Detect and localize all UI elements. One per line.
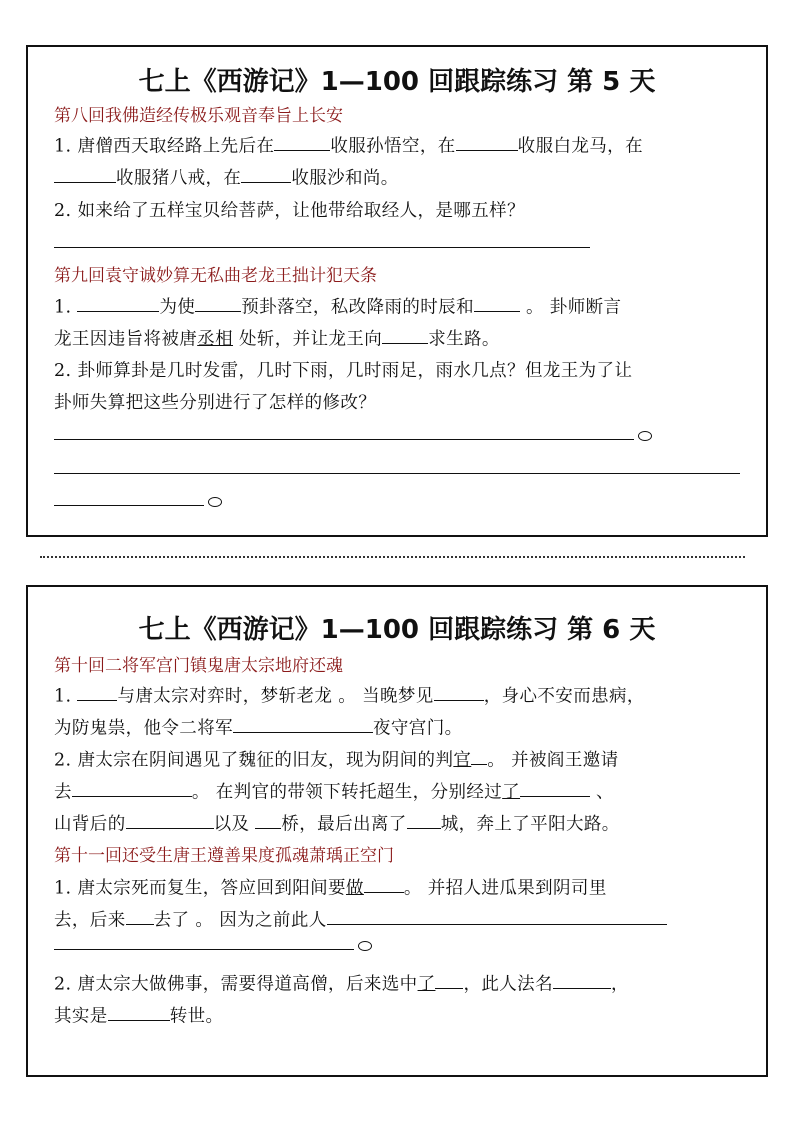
chapter11-heading: 第十一回还受生唐王遵善果度孤魂萧瑀正空门	[54, 846, 394, 866]
ch9-question2-line2: 卦师失算把这些分别进行了怎样的修改？	[54, 393, 377, 413]
answer-blank[interactable]	[407, 809, 441, 829]
answer-blank[interactable]	[364, 873, 404, 893]
chapter8-heading: 第八回我佛造经传极乐观音奉旨上长安	[54, 106, 343, 126]
answer-blank[interactable]	[126, 905, 154, 925]
answer-blank[interactable]	[434, 681, 484, 701]
ch8-question1-line1: 1. 唐僧西天取经路上先后在 收服孙悟空，在 收服白龙马，在	[54, 131, 643, 157]
answer-blank[interactable]	[77, 681, 117, 701]
period-circle-icon	[358, 941, 372, 951]
ch9-question1-line1: 1. 为使 预卦落空，私改降雨的时辰和 。 卦师断言	[54, 292, 621, 318]
answer-blank[interactable]	[255, 809, 281, 829]
ch10-question2-line2: 去 。 在判官的带领下转托超生，分别经过了 、	[54, 777, 614, 803]
answer-blank[interactable]	[241, 163, 291, 183]
answer-blank[interactable]	[54, 163, 116, 183]
ch11-question2-line2: 其实是 转世。	[54, 1001, 223, 1027]
ch10-question1-line1: 1. 与唐太宗对弈时，梦斩老龙 。 当晚梦见 ，身心不安而患病，	[54, 681, 645, 707]
answer-blank[interactable]	[195, 292, 241, 312]
answer-blank[interactable]	[274, 131, 330, 151]
period-circle-icon	[208, 497, 222, 507]
ch10-question2-line3: 山背后的 以及 桥，最后出离了 城，奔上了平阳大路。	[54, 809, 620, 835]
day6-title: 七上《西游记》1—100 回跟踪练习 第 6 天	[138, 615, 656, 645]
day5-title: 七上《西游记》1—100 回跟踪练习 第 5 天	[138, 67, 656, 97]
answer-blank[interactable]	[520, 777, 590, 797]
answer-blank[interactable]	[471, 745, 487, 765]
answer-blank[interactable]	[474, 292, 520, 312]
answer-blank[interactable]	[126, 809, 214, 829]
ch11-question2-line1: 2. 唐太宗大做佛事，需要得道高僧，后来选中了 ，此人法名 ，	[54, 969, 629, 995]
ch8-question2: 2. 如来给了五样宝贝给菩萨，让他带给取经人，是哪五样？	[54, 201, 525, 221]
answer-blank[interactable]	[72, 777, 192, 797]
answer-line[interactable]	[54, 505, 204, 506]
ch11-question1-line1: 1. 唐太宗死而复生，答应回到阳间要做 。 并招人进瓜果到阴司里	[54, 873, 607, 899]
day5-worksheet	[26, 45, 768, 537]
answer-line[interactable]	[54, 949, 354, 950]
answer-line[interactable]	[54, 439, 634, 440]
answer-blank[interactable]	[233, 713, 373, 733]
day6-worksheet	[26, 585, 768, 1077]
answer-blank[interactable]	[327, 905, 667, 925]
ch9-question2-line1: 2. 卦师算卦是几时发雷，几时下雨，几时雨足，雨水几点？但龙王为了让	[54, 361, 633, 381]
answer-blank[interactable]	[108, 1001, 170, 1021]
answer-line[interactable]	[54, 247, 590, 248]
answer-blank[interactable]	[553, 969, 611, 989]
ch10-question2-line1: 2. 唐太宗在阴间遇见了魏征的旧友，现为阴间的判官 。 并被阎王邀请	[54, 745, 619, 771]
dotted-separator	[40, 556, 745, 558]
ch10-question1-line2: 为防鬼祟，他令二将军 夜守宫门。	[54, 713, 463, 739]
ch11-question1-line2: 去，后来 去了 。 因为之前此人	[54, 905, 667, 931]
chapter10-heading: 第十回二将军宫门镇鬼唐太宗地府还魂	[54, 656, 343, 676]
answer-blank[interactable]	[77, 292, 159, 312]
answer-blank[interactable]	[456, 131, 518, 151]
answer-line[interactable]	[54, 473, 740, 474]
chapter9-heading: 第九回袁守诚妙算无私曲老龙王拙计犯天条	[54, 266, 377, 286]
ch9-question1-line2: 龙王因违旨将被唐丞相 处斩，并让龙王向 求生路。	[54, 324, 500, 350]
ch8-question1-line2: 收服猪八戒，在 收服沙和尚。	[54, 163, 399, 189]
period-circle-icon	[638, 431, 652, 441]
answer-blank[interactable]	[435, 969, 463, 989]
answer-blank[interactable]	[382, 324, 428, 344]
